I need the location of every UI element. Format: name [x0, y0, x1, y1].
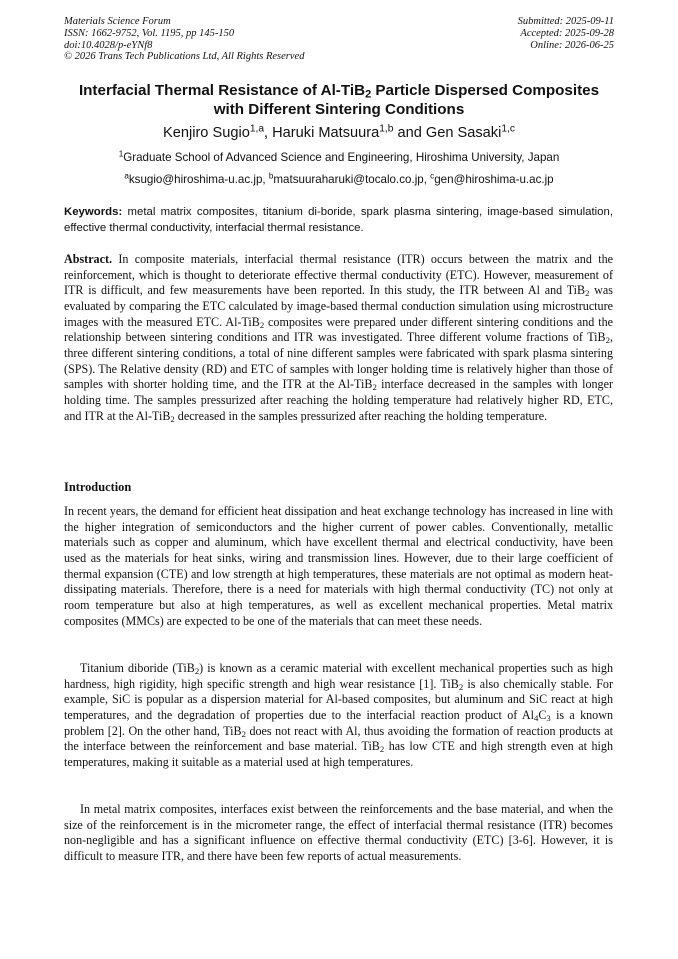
subscript: 2 [458, 681, 464, 692]
keywords [64, 205, 613, 236]
text-run: interface decreased in the samples with longer holding time. The samples pressurized after reaching the holding temperature had relatively higher RD, ETC, and ITR at the Al-TiB [64, 377, 613, 423]
text-run: has low CTE and high strength even at high temperatures, making it suitable as a material used at high temperatures. [64, 739, 613, 769]
email-list: $^a$ksugio@hiroshima-u.ac.jp, $^b$matsuuraharuki@tocalo.co.jp, $^c$gen@hiroshima-u.ac.jp [124, 171, 554, 186]
section-heading-introduction: Introduction [64, 480, 132, 494]
paper-title: Interfacial Thermal Resistance of Al-TiB$_2$ Particle Dispersed Composites with Different Sintering Conditions [78, 82, 600, 118]
subscript: 2 [259, 319, 265, 330]
text-run: decreased in the samples pressurized after reaching the holding temperature. [174, 408, 548, 423]
email-link[interactable]: matsuuraharuki@tocalo.co.jp [273, 173, 424, 186]
text-run: is also chemically stable. For example, SiC is popular as a dispersion material for Al-based composites, but aluminum and SiC react at high temperatures, and the degradation of properties due to the interfacial reaction product of Al [64, 676, 613, 722]
abstract-label: Abstract. [64, 252, 113, 266]
author-name: Haruki Matsuura [272, 125, 380, 141]
text-run: was evaluated by comparing the ETC calculated by image-based thermal conduction simulation using microstructure images with the measured ETC. Al-TiB [64, 283, 613, 329]
text-run: C [538, 707, 547, 722]
intro-paragraph [64, 504, 613, 629]
text-run: , three different sintering conditions, a total of nine different samples were fabricated with spark plasma sintering (SPS). The Relative density (RD) and ETC of samples with longer holding time is relatively higher than those of samples with shorter holding time, and the ITR at the Al-TiB [64, 330, 613, 392]
text-run: In composite materials, interfacial thermal resistance (ITR) occurs between the matrix and the reinforcement, which is thought to deteriorate effective thermal conductivity (ETC). However, measurement of ITR is difficult, and few measurements have been reported. In this study, the ITR between Al and TiB [64, 252, 613, 298]
dates-header [518, 16, 614, 51]
text-run: ) is known as a ceramic material with excellent mechanical properties such as high hardness, high rigidity, high specific strength and high wear resistance [1]. TiB [64, 661, 613, 691]
intro-paragraph [64, 661, 613, 771]
subscript: 2 [170, 413, 175, 424]
text-run: composites were prepared under different sintering conditions and the relationship between sintering conditions and ITR was investigated. Three different volume fractions of TiB [64, 314, 613, 345]
email-link[interactable]: ksugio@hiroshima-u.ac.jp [128, 173, 263, 186]
author-name: Gen Sasaki [425, 125, 502, 141]
submitted-date: Submitted: 2025-09-11 [517, 16, 614, 27]
journal-issn: ISSN: 1662-9752, Vol. 1195, pp 145-150 [64, 27, 235, 39]
online-date: Online: 2026-06-25 [530, 39, 614, 51]
author-name: Kenjiro Sugio [163, 125, 250, 141]
journal-header [64, 16, 304, 63]
text-run: does not react with Al, thus avoiding the formation of reaction products at the interface between the reinforcement and base material. TiB [64, 723, 613, 754]
subscript: 3 [546, 712, 551, 723]
email-link[interactable]: gen@hiroshima-u.ac.jp [434, 173, 554, 186]
copyright-notice: © 2026 Trans Tech Publications Ltd, All Rights Reserved [64, 51, 305, 63]
subscript: 4 [533, 712, 539, 723]
subscript: 2 [194, 665, 200, 676]
journal-name: Materials Science Forum [64, 16, 171, 27]
abstract-text [64, 252, 613, 423]
affiliation: $^1$Graduate School of Advanced Science and Engineering, Hiroshima University, Japan [118, 149, 560, 164]
accepted-date: Accepted: 2025-09-28 [520, 27, 614, 39]
text-run: In metal matrix composites, interfaces exist between the reinforcements and the base material, and when the size of the reinforcement is in the micrometer range, the effect of interfacial thermal resistance (ITR) becomes non-negligible and has a significant influence on effective thermal conductivity (ETC) [3-6]. However, it is difficult to measure ITR, and there have been few reports of actual measurements. [64, 802, 613, 863]
journal-doi: doi:10.4028/p-eYNf8 [64, 39, 153, 51]
subscript: 2 [372, 382, 377, 393]
author-list: Kenjiro Sugio$^{1,a}$, Haruki Matsuura$^{1,b}$ and Gen Sasaki$^{1,c}$ [163, 123, 515, 141]
text-run: is a known problem [2]. On the other hand, TiB [64, 707, 613, 738]
text-run: Titanium diboride (TiB [80, 661, 195, 675]
keywords-label: Keywords: [64, 206, 123, 218]
subscript: 2 [379, 744, 385, 755]
subscript: 2 [241, 728, 246, 739]
keywords-text: metal matrix composites, titanium di-boride, spark plasma sintering, image-based simulation, effective thermal conductivity, interfacial thermal resistance. [64, 206, 613, 234]
subscript: 2 [605, 335, 610, 346]
subscript: 2 [585, 288, 590, 299]
text-run: In recent years, the demand for efficient heat dissipation and heat exchange technology has increased in line with the higher integration of semiconductors and the higher current of power cables. Conventionally, metallic materials such as copper and aluminum, which have excellent thermal and electrical conductivity, have been used as the materials for heat sinks, wiring and transmission lines. However, due to their large coefficient of thermal expansion (CTE) and low strength at high temperatures, these materials are not optimal as modern heat-dissipating materials. Therefore, there is a need for materials with high thermal conductivity (TC) not only at room temperature but also at high temperatures, as well as excellent mechanical properties. Metal matrix composites (MMCs) are expected to be one of the materials that can meet these needs. [64, 504, 613, 628]
intro-paragraph [64, 802, 613, 865]
abstract [64, 252, 613, 424]
